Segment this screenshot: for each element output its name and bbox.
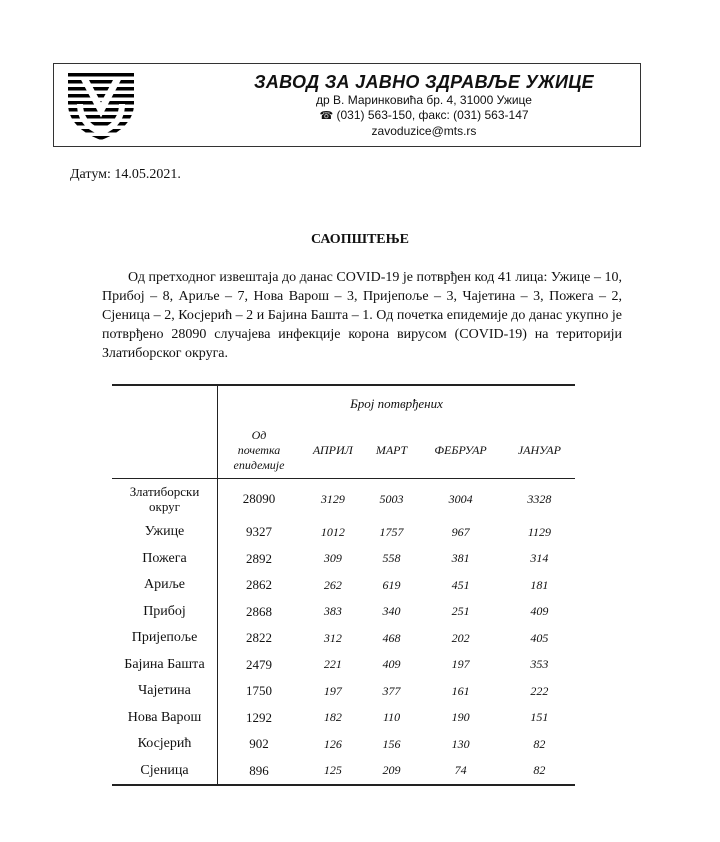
since-start-header-line-3: епидемије: [233, 457, 285, 472]
municipality-april: 197: [323, 683, 342, 698]
summary-january: 3328: [504, 479, 575, 520]
municipality-total: 2868: [246, 603, 272, 619]
summary-march: 5003: [366, 479, 418, 520]
municipality-total: 2479: [246, 656, 272, 672]
summary-february: 3004: [417, 479, 503, 520]
institute-logo: [66, 70, 136, 142]
month-header-january: ЈАНУАР: [517, 442, 561, 457]
municipality-name: Ариље: [112, 572, 218, 599]
municipality-march: 209: [382, 763, 401, 778]
municipality-january: 405: [530, 630, 549, 645]
municipality-total: 9327: [246, 524, 272, 540]
month-header-march: МАРТ: [375, 442, 408, 457]
municipality-february: 190: [451, 710, 470, 725]
municipality-march: 377: [382, 683, 401, 698]
municipality-march: 409: [382, 657, 401, 672]
cases-table: [112, 384, 575, 786]
municipality-name: Бајина Башта: [112, 652, 218, 679]
municipality-march: 468: [382, 630, 401, 645]
organization-phone-line: [224, 108, 624, 124]
municipality-april: 1012: [320, 524, 345, 539]
municipality-name: Сјеница: [112, 758, 218, 786]
municipality-april: 182: [323, 710, 342, 725]
municipality-january: 151: [530, 710, 549, 725]
organization-name: ЗАВОД ЗА ЈАВНО ЗДРАВЉЕ УЖИЦЕ: [254, 72, 594, 92]
table-row: [112, 678, 575, 705]
confirmed-cases-header: Број потврђених: [350, 396, 443, 411]
municipality-name: Прибој: [112, 599, 218, 626]
municipality-total: 2862: [246, 577, 272, 593]
table-row: [112, 572, 575, 599]
municipality-february: 967: [451, 524, 470, 539]
municipality-march: 558: [382, 551, 401, 566]
municipality-name: Пожега: [112, 546, 218, 573]
organization-info: [224, 72, 624, 139]
table-row: [112, 625, 575, 652]
summary-row: [112, 479, 575, 520]
municipality-april: 383: [323, 604, 342, 619]
municipality-march: 110: [382, 710, 401, 725]
announcement-paragraph: Од претходног извештаја до данас COVID-19 је потврђен код 41 лица: Ужице – 10, Прибој – 8, Ариље – 7, Нова Варош – 3, Пријепоље – 3, Чајетина – 3, Пожега – 2, Сјеница – 2, Косјерић – 2 и Бајина Башта – 1. Од почетка епидемије до данас укупно је потврђено 28090 случајева инфекције корона вирусом (COVID-19) на територији Златиборског округа.: [102, 270, 622, 361]
summary-district-name: [112, 479, 218, 520]
table-row: [112, 519, 575, 546]
municipality-january: 222: [530, 683, 549, 698]
municipality-total: 902: [249, 736, 269, 752]
letterhead: [53, 63, 641, 147]
municipality-total: 1292: [246, 709, 272, 725]
municipality-april: 125: [323, 763, 342, 778]
municipality-name: Нова Варош: [112, 705, 218, 732]
municipality-january: 82: [533, 763, 546, 778]
municipality-april: 221: [323, 657, 342, 672]
municipality-january: 353: [530, 657, 549, 672]
since-start-header-line-2: почетка: [237, 442, 281, 457]
table-row: [112, 599, 575, 626]
municipality-april: 309: [323, 551, 342, 566]
municipality-february: 74: [454, 763, 467, 778]
municipality-january: 409: [530, 604, 549, 619]
summary-name-line-1: Златиборски: [129, 484, 200, 499]
table-row: [112, 731, 575, 758]
municipality-april: 312: [323, 630, 342, 645]
table-row: [112, 758, 575, 786]
phone-fax-text: (031) 563-150, факс: (031) 563-147: [336, 108, 529, 122]
municipality-january: 82: [533, 736, 546, 751]
municipality-february: 161: [451, 683, 470, 698]
table-row: [112, 652, 575, 679]
table-row: [112, 546, 575, 573]
table-row: [112, 705, 575, 732]
since-start-header: [218, 422, 301, 479]
municipality-february: 202: [451, 630, 470, 645]
municipality-january: 181: [530, 577, 549, 592]
table-corner-cell: [112, 385, 218, 479]
municipality-name: Чајетина: [112, 678, 218, 705]
document-title: САОПШТЕЊЕ: [310, 232, 410, 247]
municipality-february: 451: [451, 577, 470, 592]
municipality-april: 262: [323, 577, 342, 592]
organization-email: zavoduzice@mts.rs: [371, 124, 477, 138]
summary-april: 3129: [300, 479, 366, 520]
municipality-february: 130: [451, 736, 470, 751]
municipality-name: Пријепоље: [112, 625, 218, 652]
municipality-total: 896: [249, 762, 269, 778]
municipality-march: 1757: [379, 524, 404, 539]
municipality-total: 2892: [246, 550, 272, 566]
municipality-total: 2822: [246, 630, 272, 646]
municipality-total: 1750: [246, 683, 272, 699]
municipality-march: 340: [382, 604, 401, 619]
summary-name-line-2: округ: [149, 499, 180, 514]
municipality-name: Косјерић: [112, 731, 218, 758]
document-date: Датум: 14.05.2021.: [70, 167, 181, 182]
since-start-header-line-1: Од: [251, 427, 267, 442]
municipality-february: 251: [451, 604, 470, 619]
municipality-january: 1129: [527, 524, 551, 539]
organization-address: др В. Маринковића бр. 4, 31000 Ужице: [316, 93, 532, 107]
municipality-name: Ужице: [112, 519, 218, 546]
month-header-february: ФЕБРУАР: [434, 442, 487, 457]
summary-total: 28090: [218, 479, 301, 520]
phone-icon: ☎: [319, 110, 334, 122]
municipality-march: 619: [382, 577, 401, 592]
municipality-january: 314: [530, 551, 549, 566]
municipality-february: 197: [451, 657, 470, 672]
municipality-march: 156: [382, 736, 401, 751]
municipality-april: 126: [323, 736, 342, 751]
month-header-april: АПРИЛ: [312, 442, 353, 457]
municipality-february: 381: [451, 551, 470, 566]
